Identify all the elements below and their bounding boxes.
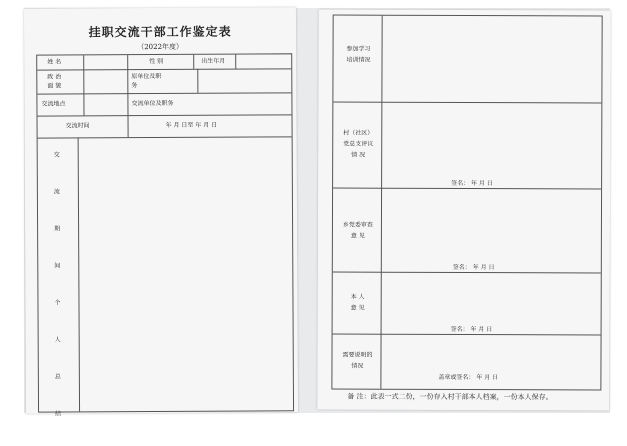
form-year: （2022年度） — [137, 42, 184, 52]
table-rule — [235, 55, 236, 69]
original-unit-label-2: 务 — [131, 82, 138, 90]
left-page — [24, 7, 298, 418]
footnote: 备 注：此表一式二份，一份存入村干部本人档案，一份本人保存。 — [347, 392, 553, 402]
remarks-section-label — [332, 350, 382, 372]
table-rule — [333, 188, 601, 190]
label-line: 意 见 — [350, 232, 365, 240]
table-rule — [37, 92, 291, 94]
host-unit-label: 交流单位及职务 — [131, 99, 174, 108]
summary-label-char: 总 — [54, 373, 61, 381]
summary-label-char: 交 — [53, 151, 60, 159]
right-page — [317, 9, 610, 410]
table-rule — [333, 102, 601, 104]
original-unit-label-1: 原单位及职 — [131, 72, 162, 81]
signature-line: 签名： 年 月 日 — [451, 179, 493, 188]
form-title: 挂职交流干部工作鉴定表 — [88, 24, 232, 40]
exchange-period-label: 交流时间 — [65, 122, 90, 130]
party-branch-review-label — [333, 128, 383, 161]
label-line: 意 见 — [350, 304, 365, 312]
summary-label-char: 期 — [54, 225, 61, 233]
personal-summary-label — [52, 150, 64, 446]
summary-label-char: 间 — [54, 262, 61, 270]
political-status-label-2: 面 貌 — [47, 82, 62, 90]
signature-line: 盖章或签名： 年 月 日 — [438, 373, 499, 382]
summary-label-char: 个 — [54, 299, 61, 307]
exchange-place-label: 交流地点 — [41, 100, 66, 108]
appraisal-table — [36, 53, 294, 418]
table-rule — [38, 136, 292, 138]
training-section-label — [334, 44, 384, 66]
table-rule — [37, 68, 291, 70]
table-rule — [333, 272, 601, 274]
signature-line: 签名： 年 月 日 — [452, 263, 495, 272]
township-review-label — [333, 220, 383, 242]
name-label: 姓 名 — [47, 58, 62, 66]
table-rule — [193, 55, 194, 69]
label-line: 本 人 — [350, 293, 365, 301]
table-rule — [127, 55, 128, 115]
table-rule — [83, 55, 84, 115]
label-line: 参加学习 — [346, 45, 371, 53]
label-line: 情况 — [351, 362, 364, 370]
political-status-label-1: 政 治 — [47, 73, 62, 81]
label-line: 村（社区） — [343, 129, 374, 137]
table-rule — [333, 334, 601, 336]
table-rule — [128, 115, 129, 137]
signature-line: 签名： 年 月 日 — [450, 325, 493, 334]
label-line: 情 况 — [351, 151, 366, 159]
summary-label-char: 人 — [54, 336, 61, 344]
table-rule — [78, 137, 80, 411]
label-line: 培训情况 — [346, 56, 371, 64]
label-line: 需要说明的 — [342, 351, 373, 359]
summary-label-char: 流 — [53, 188, 60, 196]
label-line: 党总支评议 — [343, 140, 374, 148]
gender-label: 性 别 — [149, 57, 164, 66]
label-line: 乡党委审查 — [342, 221, 373, 229]
table-rule — [197, 69, 198, 93]
evaluation-table — [331, 15, 602, 391]
summary-label-char: 结 — [55, 410, 62, 418]
birth-date-label: 出生年月 — [201, 57, 226, 65]
personal-opinion-label — [333, 292, 383, 314]
table-rule — [38, 114, 292, 116]
exchange-period-value: 年 月 日至 年 月 日 — [165, 121, 218, 129]
